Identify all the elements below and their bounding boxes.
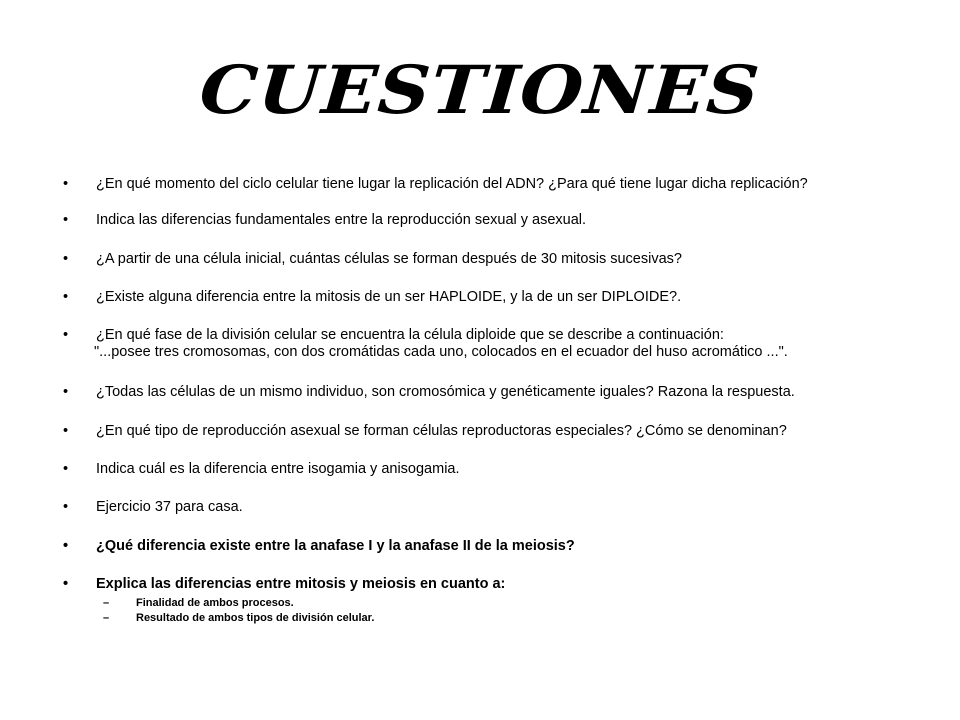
question-text: • Indica las diferencias fundamentales entre la reproducción sexual y asexual.	[96, 212, 587, 228]
question-item	[96, 461, 916, 478]
question-text: • Ejercicio 37 para casa.	[96, 499, 243, 515]
question-item	[96, 499, 916, 516]
question-item	[96, 327, 916, 361]
question-text: • ¿En qué fase de la división celular se encuentra la célula diploide que se describe a continuación:	[96, 327, 724, 343]
sub-list-item: – Resultado de ambos tipos de división celular.	[136, 612, 836, 625]
question-quote: "...posee tres cromosomas, con dos cromátidas cada uno, colocados en el ecuador del huso acromático ...".	[94, 344, 788, 360]
question-text: • ¿Todas las células de un mismo individuo, son cromosómica y genéticamente iguales? Razona la respuesta.	[96, 384, 795, 400]
question-text: • ¿A partir de una célula inicial, cuántas células se forman después de 30 mitosis sucesivas?	[96, 251, 682, 267]
question-item	[96, 176, 916, 193]
question-text: • Indica cuál es la diferencia entre isogamia y anisogamia.	[96, 461, 460, 477]
slide-title: CUESTIONES	[197, 50, 763, 129]
question-item	[96, 384, 916, 401]
question-text: • ¿Qué diferencia existe entre la anafase I y la anafase II de la meiosis?	[96, 538, 575, 554]
question-item	[96, 289, 916, 306]
question-text: • ¿En qué tipo de reproducción asexual se forman células reproductoras especiales? ¿Cómo se denominan?	[96, 423, 787, 439]
question-text: • ¿Existe alguna diferencia entre la mitosis de un ser HAPLOIDE, y la de un ser DIPLOIDE?.	[96, 289, 682, 305]
question-item	[96, 423, 916, 440]
question-text: • ¿En qué momento del ciclo celular tiene lugar la replicación del ADN? ¿Para qué tiene lugar dicha replicación?	[96, 176, 808, 192]
sub-list-item: – Finalidad de ambos procesos.	[136, 597, 836, 610]
question-item	[96, 251, 916, 268]
question-text: • Explica las diferencias entre mitosis y meiosis en cuanto a:	[96, 576, 506, 592]
question-item	[96, 212, 916, 229]
question-item	[96, 538, 916, 555]
question-item	[96, 576, 916, 593]
